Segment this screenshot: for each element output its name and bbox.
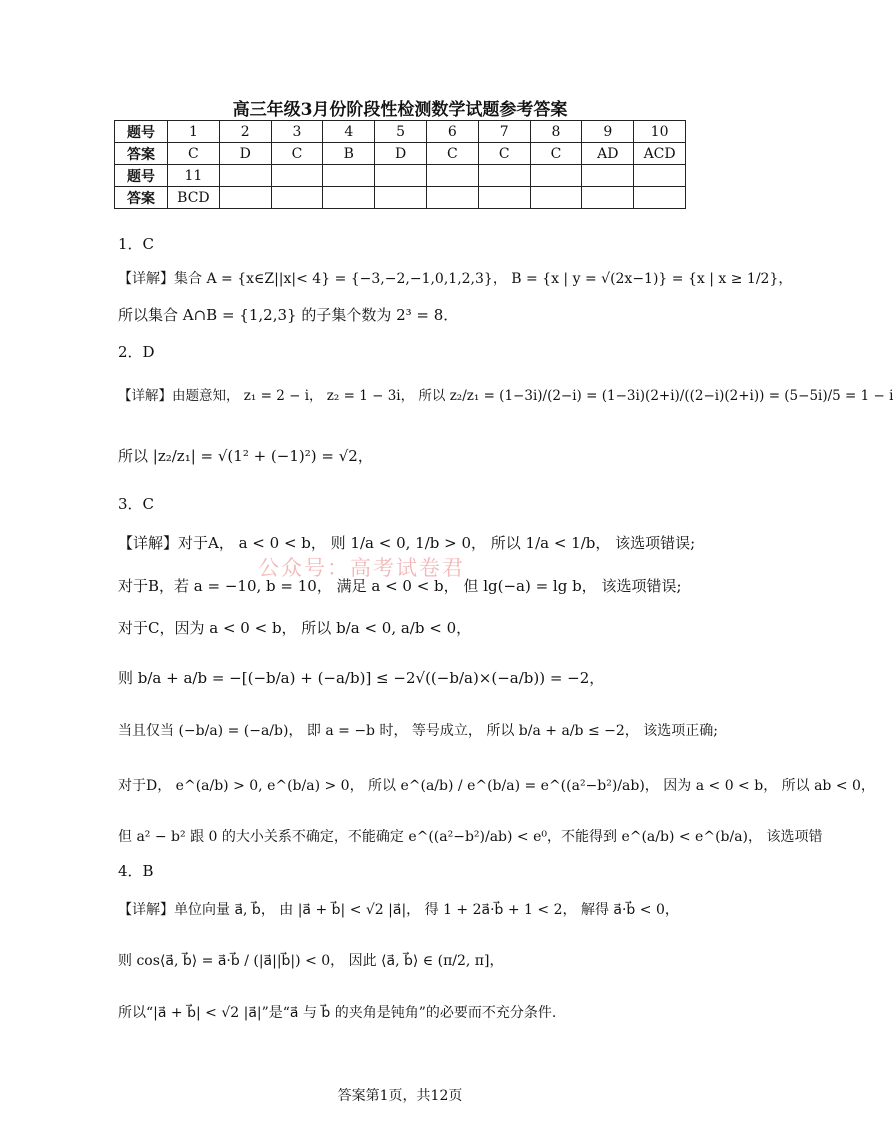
answer-table — [114, 120, 686, 209]
q1-line-1: 【详解】集合 A = {x∈Z||x|< 4} = {−3,−2,−1,0,1,2,3}， B = {x | y = √(2x−1)} = {x | x ≥ 1/2}， — [118, 271, 793, 287]
q1-heading: 1．C — [118, 235, 155, 253]
q4-line-2: 则 cos⟨a⃗, b⃗⟩ = a⃗·b⃗ / (|a⃗||b⃗|) < 0， 因此 ⟨a⃗, b⃗⟩ ∈ (π/2, π]， — [118, 953, 504, 969]
q3-line-1: 【详解】对于A， a < 0 < b， 则 1/a < 0, 1/b > 0， 所以 1/a < 1/b， 该选项错误; — [118, 534, 696, 552]
q3-line-7: 但 a² − b² 跟 0 的大小关系不确定，不能确定 e^((a²−b²)/ab) < e⁰，不能得到 e^(a/b) < e^(b/a)， 该选项错 — [118, 829, 823, 845]
q1-line-2: 所以集合 A∩B = {1,2,3} 的子集个数为 2³ = 8． — [118, 306, 459, 324]
q4-line-3: 所以“|a⃗ + b⃗| < √2 |a⃗|”是“a⃗ 与 b⃗ 的夹角是钝角”的必要而不充分条件. — [118, 1005, 557, 1021]
q2-line-1: 【详解】由题意知， z₁ = 2 − i， z₂ = 1 − 3i， 所以 z₂/z₁ = (1−3i)/(2−i) = (1−3i)(2+i)/((2−i)(2+i)) = (5−5i)/5 = 1 − i — [118, 388, 893, 404]
q2-heading: 2．D — [118, 343, 155, 361]
table-row: 题号 1 2 3 4 5 6 7 8 9 10 — [115, 121, 686, 143]
page-footer: 答案第1页，共12页 — [337, 1088, 463, 1104]
table-row: 答案 BCD — [115, 187, 686, 209]
q3-line-3: 对于C，因为 a < 0 < b， 所以 b/a < 0, a/b < 0， — [118, 619, 472, 637]
q4-line-1: 【详解】单位向量 a⃗, b⃗， 由 |a⃗ + b⃗| < √2 |a⃗|， 得 1 + 2a⃗·b⃗ + 1 < 2， 解得 a⃗·b⃗ < 0， — [118, 902, 679, 918]
q3-heading: 3．C — [118, 495, 155, 513]
q3-line-2: 对于B，若 a = −10, b = 10， 满足 a < 0 < b， 但 lg(−a) = lg b， 该选项错误; — [118, 577, 682, 595]
table-row: 答案 C D C B D C C C AD ACD — [115, 143, 686, 165]
q2-line-2: 所以 |z₂/z₁| = √(1² + (−1)²) = √2， — [118, 447, 373, 465]
q3-line-6: 对于D， e^(a/b) > 0, e^(b/a) > 0， 所以 e^(a/b) / e^(b/a) = e^((a²−b²)/ab)， 因为 a < 0 < b， 所以 ab < 0， — [118, 778, 875, 794]
q4-heading: 4．B — [118, 862, 154, 880]
page-title: 高三年级3月份阶段性检测数学试题参考答案 — [232, 100, 568, 120]
table-row: 题号 11 — [115, 165, 686, 187]
watermark: 公众号：高考试卷君 — [258, 556, 465, 580]
q3-line-5: 当且仅当 (−b/a) = (−a/b)， 即 a = −b 时， 等号成立， 所以 b/a + a/b ≤ −2， 该选项正确; — [118, 723, 718, 739]
q3-line-4: 则 b/a + a/b = −[(−b/a) + (−a/b)] ≤ −2√((−b/a)×(−a/b)) = −2， — [118, 669, 605, 687]
